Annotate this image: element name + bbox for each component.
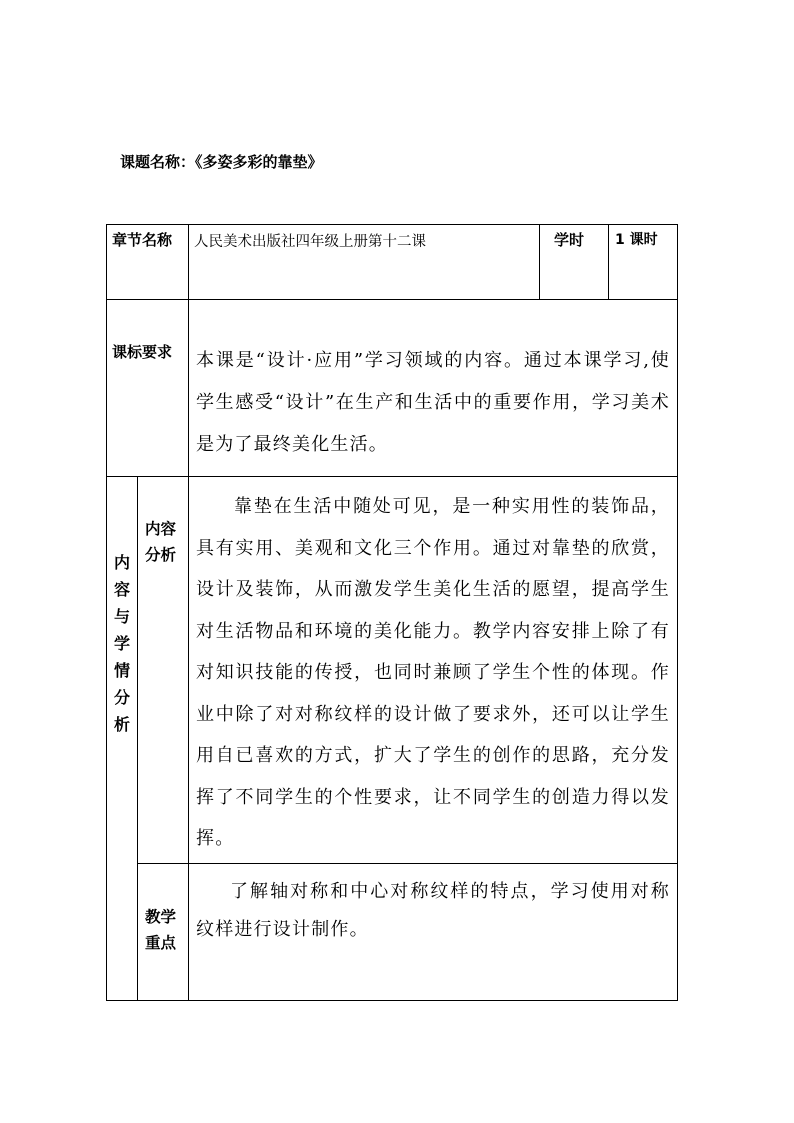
- hours-label: 学时: [554, 231, 585, 249]
- row-divider-content: [137, 863, 678, 864]
- chapter-label: 章节名称: [112, 231, 173, 249]
- chapter-value: 人民美术出版社四年级上册第十二课: [194, 234, 426, 250]
- content-analysis-text: 靠垫在生活中随处可见，是一种实用性的装饰品，具有实用、美观和文化三个作用。通过对靠垫的欣赏，设计及装饰，从而激发学生美化生活的愿望，提高学生对生活物品和环境的美化能力。教学内容安排上除了有对知识技能的传授，也同时兼顾了学生个性的体现。作业中除了对对称纹样的设计做了要求外，还可以让学生用自已喜欢的方式，扩大了学生的创作的思路，充分发挥了不同学生的个性要求，让不同学生的创造力得以发挥。: [196, 496, 670, 849]
- lesson-title: 课题名称：《多姿多彩的靠垫》: [120, 153, 323, 171]
- column-divider-group: [137, 476, 138, 1001]
- analysis-group-label: 内容与学情分析: [113, 553, 130, 734]
- key-points-text: 了解轴对称和中心对称纹样的特点，学习使用对称纹样进行设计制作。: [196, 881, 670, 940]
- column-divider-hours-value: [608, 224, 609, 300]
- key-points-label-text: 教学重点: [145, 908, 177, 952]
- key-points-label: [145, 904, 179, 956]
- row-divider-standard: [106, 476, 678, 477]
- table-border-top: [106, 224, 678, 225]
- column-divider-hours-label: [539, 224, 540, 300]
- content-analysis-label: [145, 516, 179, 568]
- standard-label: 课标要求: [112, 343, 173, 361]
- column-divider-label: [188, 224, 189, 1001]
- row-divider-chapter: [106, 299, 678, 300]
- table-border-right: [677, 224, 678, 1001]
- table-border-bottom: [106, 1000, 678, 1001]
- table-border-left: [106, 224, 107, 1001]
- hours-value: 1 课时: [615, 232, 658, 248]
- content-analysis-label-text: 内容分析: [145, 520, 177, 564]
- standard-text: 本课是“设计·应用”学习领域的内容。通过本课学习,使学生感受“设计”在生产和生活中的重要作用，学习美术是为了最终美化生活。: [196, 350, 670, 455]
